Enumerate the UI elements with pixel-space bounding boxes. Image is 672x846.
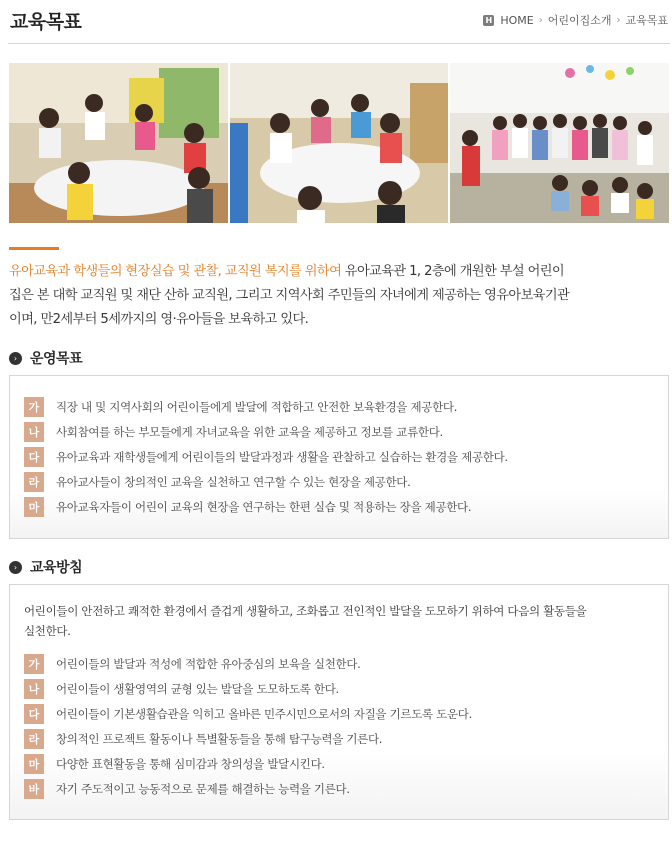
breadcrumb-current: 교육목표 bbox=[625, 14, 668, 27]
item-badge: 나 bbox=[24, 679, 44, 699]
arrow-bullet-icon: › bbox=[9, 561, 22, 574]
intro-line-2: 집은 본 대학 교직원 및 재단 산하 교직원, 그리고 지역사회 주민들의 자녀에게 제공하는 영유아보육기관 bbox=[9, 288, 570, 303]
policy-list bbox=[10, 651, 668, 801]
item-text: 유아교사들이 창의적인 교육을 실천하고 연구할 수 있는 현장을 제공한다. bbox=[56, 474, 411, 489]
item-badge: 다 bbox=[24, 704, 44, 724]
list-item bbox=[24, 651, 668, 676]
breadcrumb-home[interactable]: HOME bbox=[500, 13, 534, 27]
item-badge: 라 bbox=[24, 729, 44, 749]
item-badge: 마 bbox=[24, 497, 44, 517]
intro-line-1-rest: 유아교육관 1, 2층에 개원한 부설 어린이 bbox=[341, 264, 565, 279]
page-title: 교육목표 bbox=[10, 11, 82, 33]
home-icon: H bbox=[483, 15, 494, 26]
list-item bbox=[24, 444, 668, 469]
chevron-right-icon: › bbox=[616, 14, 621, 26]
list-item bbox=[24, 701, 668, 726]
item-badge: 마 bbox=[24, 754, 44, 774]
item-text: 직장 내 및 지역사회의 어린이들에게 발달에 적합하고 안전한 보육환경을 제공한다. bbox=[56, 399, 458, 414]
operation-heading bbox=[9, 348, 82, 368]
classroom-photo-1 bbox=[9, 63, 228, 223]
item-badge: 가 bbox=[24, 654, 44, 674]
page-header bbox=[8, 0, 670, 44]
list-item bbox=[24, 469, 668, 494]
operation-box bbox=[9, 375, 669, 539]
breadcrumb bbox=[483, 12, 668, 28]
list-item bbox=[24, 419, 668, 444]
arrow-bullet-icon: › bbox=[9, 352, 22, 365]
list-item bbox=[24, 494, 668, 519]
accent-bar bbox=[9, 247, 59, 250]
policy-heading bbox=[9, 557, 82, 577]
list-item bbox=[24, 776, 668, 801]
list-item bbox=[24, 394, 668, 419]
item-text: 어린이들의 발달과 적성에 적합한 유아중심의 보육을 실천한다. bbox=[56, 656, 361, 671]
list-item bbox=[24, 726, 668, 751]
intro-line-3: 이며, 만2세부터 5세까지의 영·유아들을 보육하고 있다. bbox=[9, 312, 309, 327]
policy-intro bbox=[24, 601, 656, 641]
item-badge: 가 bbox=[24, 397, 44, 417]
intro-paragraph bbox=[9, 260, 669, 332]
photo-strip bbox=[9, 63, 669, 223]
classroom-photo-3 bbox=[450, 63, 669, 223]
policy-intro-line-1: 어린이들이 안전하고 쾌적한 환경에서 즐겁게 생활하고, 조화롭고 전인적인 발달을 도모하기 위하여 다음의 활동들을 bbox=[24, 604, 587, 618]
operation-title: 운영목표 bbox=[30, 351, 83, 367]
item-text: 자기 주도적이고 능동적으로 문제를 해결하는 능력을 기른다. bbox=[56, 781, 350, 796]
item-text: 다양한 표현활동을 통해 심미감과 창의성을 발달시킨다. bbox=[56, 756, 325, 771]
item-badge: 나 bbox=[24, 422, 44, 442]
chevron-right-icon: › bbox=[538, 14, 543, 26]
item-text: 어린이들이 기본생활습관을 익히고 올바른 민주시민으로서의 자질을 기르도록 도운다. bbox=[56, 706, 472, 721]
item-text: 사회참여를 하는 부모들에게 자녀교육을 위한 교육을 제공하고 정보를 교류한다. bbox=[56, 424, 443, 439]
item-text: 어린이들이 생활영역의 균형 있는 발달을 도모하도록 한다. bbox=[56, 681, 339, 696]
intro-line-1 bbox=[9, 260, 669, 284]
item-text: 유아교육자들이 어린이 교육의 현장을 연구하는 한편 실습 및 적용하는 장을 제공한다. bbox=[56, 499, 472, 514]
policy-box bbox=[9, 584, 669, 820]
intro-highlight: 유아교육과 학생들의 현장실습 및 관찰, 교직원 복지를 위하여 bbox=[9, 264, 342, 279]
policy-title: 교육방침 bbox=[30, 560, 83, 576]
item-text: 창의적인 프로젝트 활동이나 특별활동들을 통해 탐구능력을 기른다. bbox=[56, 731, 383, 746]
item-badge: 라 bbox=[24, 472, 44, 492]
breadcrumb-about[interactable]: 어린이집소개 bbox=[547, 14, 612, 27]
item-text: 유아교육과 재학생들에게 어린이들의 발달과정과 생활을 관찰하고 실습하는 환경을 제공한다. bbox=[56, 449, 508, 464]
item-badge: 바 bbox=[24, 779, 44, 799]
list-item bbox=[24, 751, 668, 776]
item-badge: 다 bbox=[24, 447, 44, 467]
operation-list bbox=[10, 394, 668, 519]
classroom-photo-2 bbox=[230, 63, 449, 223]
policy-intro-line-2: 실천한다. bbox=[24, 624, 71, 638]
list-item bbox=[24, 676, 668, 701]
